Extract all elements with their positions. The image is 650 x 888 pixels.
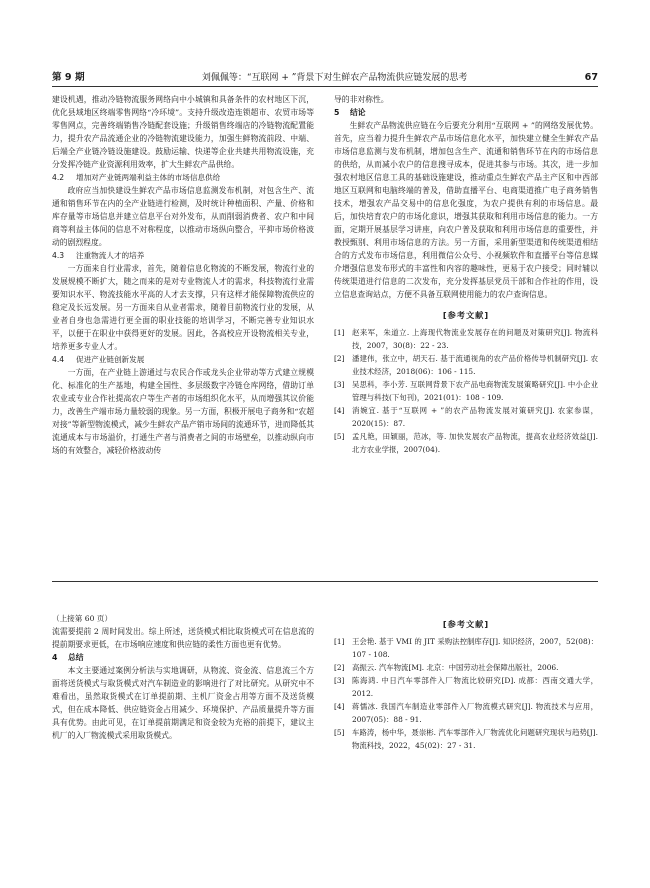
paragraph: 建设机遇，推动冷链物流服务网络向中小城镇和具备条件的农村地区下沉，优化县域地区终端零售网络“冷环境”。支持升级改造连锁超市、农贸市场等零售网点，完善终端销售冷链配套设施；升级销售终端店的冷链物流配置能力，提升农产品流通企业的冷链物流建设能力，加强生鲜物流前段、中端、后端全产业链冷链设施建设。鼓励运输、快递等企业共建共用物流设施，充分发挥冷链产业资源利用效率，扩大生鲜农产品供给。: [52, 95, 314, 169]
reference-list: [334, 635, 598, 752]
reference-item: [1] 赵来军，朱道立. 上海现代物流业发展存在的问题及对策研究[J]. 物流科技，2007，30(8)：22 - 23.: [334, 328, 598, 350]
lower-left-column: [52, 612, 314, 742]
reference-item: [3] 吴思科，李小芳. 互联网背景下农产品电商物流发展策略研究[J]. 中小企业管理与科技(下旬刊)，2021(01)：108 - 109.: [334, 380, 598, 402]
section-heading-4: 4 总结: [52, 653, 84, 662]
lower-right-column: [334, 618, 598, 752]
upper-right-column: [334, 93, 598, 456]
references-title: [参考文献]: [442, 619, 490, 629]
reference-item: [4] 消婉宜. 基于“互联网 + ”的农产品物流发展对策研究[J]. 农家参谋，2020(15)：87.: [334, 406, 598, 428]
section-heading-4-2: 4.2 增加对产业链两端利益主体的市场信息供给: [52, 173, 221, 182]
paragraph: 导的非对称性。: [334, 95, 389, 104]
reference-item: [1] 王会艳. 基于 VMI 的 JIT 采购法控制库存[J]. 知识经济，2007，52(08)：107 - 108.: [334, 637, 598, 659]
paragraph: 本文主要通过案例分析法与实地调研，从物流、资金流、信息流三个方面将送货模式与取货模式对汽车制造业的影响进行了对比研究。从研究中不难看出，虽然取货模式在订单提前期、主机厂资金占用等方面不及送货模式，但在成本降低、供应链资金占用减少、环境保护、产品质量提升等方面具有优势。由此可见，在订单提前期满足和资金较为充裕的前提下，建议主机厂的入厂物流模式采用取货模式。: [52, 666, 314, 740]
paragraph: 一方面来自行业需求，首先，随着信息化物流的不断发展，物流行业的发展规模不断扩大，随之而来的是对专业物流人才的需求，科技物流行业需要知识水平、物流技能水平高的人才去支撑，只有这样才能保障物流供应的稳定及长远发展。另一方面来自从业者需求，随着目前物流行业的发展，从业者自身也急需进行更全面的职业技能的培训学习，不断完善专业知识水平，以便于在职业中获得更好的发展。因此，各高校应开设物流相关专业，培养更多专业人才。: [52, 264, 314, 351]
paragraph: 一方面，在产业链上游通过与农民合作或龙头企业带动等方式建立规模化、标准化的生产基地，构建全国性、多层级数字冷链仓库网络，借助订单农业或专业合作社提高农户等生产者的市场组织化水平，从而增强其议价能力，改善生产端市场力量较弱的现象。另一方面，积极开展电子商务和“农超对接”等新型物流模式，减少生鲜农产品产销市场间的流通环节，进而降低其流通成本与市场溢价，打通生产者与消费者之间的市场壁垒，以推动纵向市场的有效整合，减轻价格波动传: [52, 368, 314, 455]
reference-item: [5] 孟凡艳，田颖丽，范冰，等. 加快发展农产品物流，提高农业经济效益[J]. 北方农业学报，2007(04).: [334, 432, 598, 454]
reference-item: [4] 蒋懦冰. 我国汽车制造业零部件入厂物流模式研究[J]. 物流技术与应用，2007(05)：88 - 91.: [334, 702, 598, 724]
reference-item: [2] 高振云. 汽车物流[M]. 北京：中国劳动社会保障出版社，2006.: [334, 663, 559, 672]
issue-number: 第 9 期: [52, 72, 85, 83]
reference-list: [334, 326, 598, 456]
article-divider: [52, 581, 598, 582]
reference-item: [5] 车路涛，杨中华，聂崇彬. 汽车零部件入厂物流优化问题研究现状与趋势[J]. 物流科技，2022，45(02)：27 - 31.: [334, 728, 598, 750]
running-header: [52, 63, 598, 87]
continuation-note: （上接第 60 页）: [52, 614, 113, 623]
section-heading-4-4: 4.4 促进产业链创新发展: [52, 355, 145, 364]
section-heading-4-3: 4.3 注重物流人才的培养: [52, 251, 145, 260]
paragraph: 政府应当加快建设生鲜农产品市场信息监测发布机制，对包含生产、流通和销售环节在内的全产业链进行检测，及时统计种植面积、产量、价格和库存量等市场信息并建立信息平台对外发布，从而削弱消费者、农户和中间商等利益主体间的信息不对称程度，以推动市场纵向整合，平抑市场价格波动的剧烈程度。: [52, 186, 314, 247]
reference-item: [2] 潘建伟，张立中，胡天石. 基于流通视角的农产品价格传导机制研究[J]. 农业技术经济，2018(06)：106 - 115.: [334, 354, 598, 376]
upper-left-column: [52, 93, 314, 457]
references-title: [参考文献]: [442, 310, 490, 320]
running-title: 刘佩佩等：“互联网 + ”背景下对生鲜农产品物流供应链发展的思考: [201, 73, 468, 83]
page-number: 67: [584, 72, 598, 83]
section-heading-5: 5 结论: [334, 108, 366, 117]
reference-item: [3] 陈海鸿. 中日汽车零部件入厂物流比较研究[D]. 成都：西南交通大学，2012.: [334, 676, 598, 698]
paragraph: 流需要提前 2 周时间发出。综上所述，送货模式相比取货模式可在信息流的提前期要求更低，在市场响应速度和供应链的柔性方面也更有优势。: [52, 627, 314, 649]
paragraph: 生鲜农产品物流供应链在今后要充分利用“互联网 + ”的网络发展优势。首先，应当着力提升生鲜农产品市场信息化水平，加快建立健全生鲜农产品市场信息监测与发布机制，增加包含生产、流通和销售环节在内的市场信息的供给，从而减小农户的信息搜寻成本，促进其参与市场。其次，进一步加强农村地区信息工具的基础设施建设，推动重点生鲜农产品主产区和中西部地区互联网和电脑终端的普及，借助直播平台、电商渠道推广电子商务销售技术，增强农产品交易中的信息化强度，为农户提供有利的市场信息。最后，加快培育农户的市场化意识，增强其获取和利用市场信息的能力。一方面，定期开展基层学习讲座，向农户普及获取和利用市场信息的重要性，并教授甄别、利用市场信息的方法。另一方面，采用新型渠道和传统渠道相结合的方式发布市场信息，利用微信公众号、小视频软件和直播平台等信息媒介增强信息发布形式的丰富性和内容的趣味性，更易于农户接受；同时辅以传统渠道进行信息的二次发布，充分发挥基层党员干部和合作社的作用，设立信息查询站点，方便不具备互联网使用能力的农户查询信息。: [334, 121, 598, 299]
